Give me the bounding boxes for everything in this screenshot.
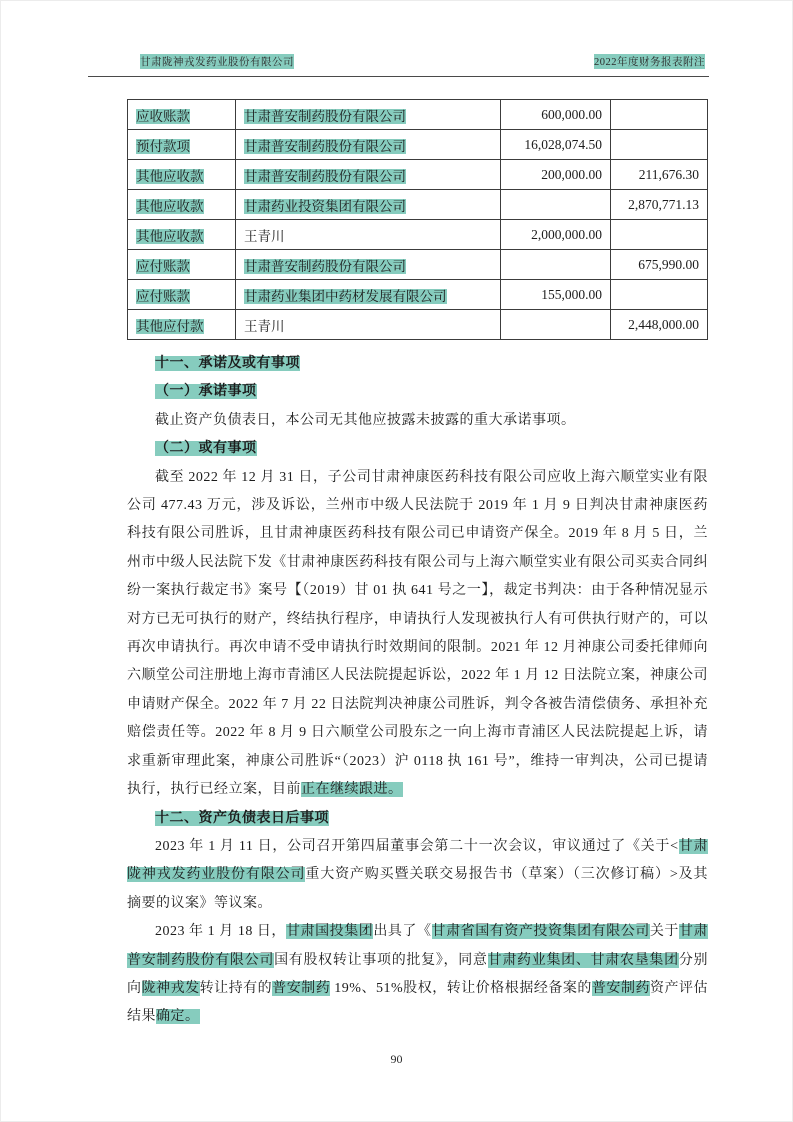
text-segment: 出具了《 <box>373 924 432 940</box>
table-cell <box>128 190 236 220</box>
table-cell <box>611 310 708 340</box>
table-cell <box>611 220 708 250</box>
highlighted-text: 甘肃药业集团中药材发展有限公司 <box>244 288 447 304</box>
table-cell <box>501 220 611 250</box>
text-segment: 重大资产购买暨关联交易报告书（草案）（三次修订稿）>及其摘要的议案》等议案。 <box>127 867 708 911</box>
text-segment: 国有股权转让事项的批复》，同意 <box>274 952 488 968</box>
paragraph <box>127 918 708 1032</box>
related-party-balances-table <box>127 99 708 340</box>
highlighted-text: 应收账款 <box>136 108 190 124</box>
table-cell <box>128 220 236 250</box>
table-row <box>128 280 708 310</box>
highlighted-text: 甘肃药业投资集团有限公司 <box>244 198 406 214</box>
table-row <box>128 250 708 280</box>
highlighted-text: 预付款项 <box>136 138 190 154</box>
section-heading <box>127 805 708 833</box>
table-cell <box>236 130 501 160</box>
text-segment: 2,000,000.00 <box>531 226 602 242</box>
table-cell <box>501 280 611 310</box>
table-cell <box>236 250 501 280</box>
table-cell <box>611 100 708 130</box>
header-divider <box>88 76 709 77</box>
highlighted-text: 甘肃普安制药股份有限公司 <box>244 138 406 154</box>
text-segment: 转让持有的 <box>199 980 273 996</box>
table-row <box>128 190 708 220</box>
highlighted-text: 确定。 <box>156 1009 200 1025</box>
table-cell <box>501 100 611 130</box>
text-segment: 王青川 <box>244 318 285 334</box>
text-segment: 19%、51%股权，转让价格根据经备案的 <box>330 980 592 996</box>
text-segment: 分别向 <box>127 952 709 996</box>
header-company-name: 甘肃陇神戎发药业股份有限公司 <box>140 54 294 69</box>
highlighted-text: 甘肃普安制药股份有限公司 <box>244 108 406 124</box>
table-cell <box>128 250 236 280</box>
paragraph <box>127 833 708 918</box>
table-cell <box>501 190 611 220</box>
highlighted-text: 甘肃国投集团 <box>286 924 374 940</box>
table-cell <box>128 130 236 160</box>
text-segment: 200,000.00 <box>541 166 602 182</box>
highlighted-text: 普安制药 <box>272 980 331 996</box>
highlighted-text: 应付账款 <box>136 288 190 304</box>
text-segment: 截至 2022 年 12 月 31 日，子公司甘肃神康医药科技有限公司应收上海六顺堂实业有限公司 477.43 万元，涉及诉讼，兰州市中级人民法院于 2019 年 1 月 9 日判决甘肃神康医药科技有限公司胜诉，且甘肃神康医药科技有限公司已申请资产保全。2019 年 8 月 5 日，兰州市中级人民法院下发《甘肃神康医药科技有限公司与上海六顺堂实业有限公司买卖合同纠纷一案执行裁定书》案号【（2019）甘 01 执 641 号之一】，裁定书判决：由于各种情况显示对方已无可执行的财产，终结执行程序，申请执行人发现被执行人有可供执行财产的，可以再次申请执行。再次申请不受申请执行时效期间的限制。2021 年 12 月神康公司委托律师向六顺堂公司注册地上海市青浦区人民法院提起诉讼，2022 年 1 月 12 日法院立案，神康公司申请财产保全。2022 年 7 月 22 日法院判决神康公司胜诉，判令各被告清偿债务、承担补充赔偿责任等。2022 年 8 月 9 日六顺堂公司股东之一向上海市青浦区人民法院提起上诉，请求重新审理此案，神康公司胜诉“（2023）沪 0118 执 161 号”，维持一审判决，公司已提请执行，执行已经立案，目前 <box>127 469 708 798</box>
page-footer <box>0 1052 793 1067</box>
highlighted-text: 甘肃普安制药股份有限公司 <box>127 924 709 968</box>
table-cell <box>236 190 501 220</box>
text-segment: 王青川 <box>244 228 285 244</box>
highlighted-text: 甘肃陇神戎发药业股份有限公司 <box>127 838 709 883</box>
highlighted-text: 甘肃省国有资产投资集团有限公司 <box>431 924 650 940</box>
text-segment: 600,000.00 <box>541 106 602 122</box>
highlighted-text: 甘肃普安制药股份有限公司 <box>244 258 406 274</box>
table-cell <box>236 220 501 250</box>
highlighted-text: 陇神戎发 <box>141 980 200 996</box>
highlighted-text: 其他应收款 <box>136 228 204 244</box>
highlighted-text: 甘肃药业集团、甘肃农垦集团 <box>487 952 679 968</box>
text-segment: 资产评估结果 <box>127 980 709 1025</box>
highlighted-text: （一）承诺事项 <box>155 384 257 400</box>
highlighted-text: 其他应收款 <box>136 198 204 214</box>
table-cell <box>236 160 501 190</box>
text-segment: 2,448,000.00 <box>628 316 699 332</box>
table-cell <box>611 250 708 280</box>
table-cell <box>501 310 611 340</box>
table-cell <box>501 160 611 190</box>
table-cell <box>501 250 611 280</box>
highlighted-text: （二）或有事项 <box>155 441 257 457</box>
table-row <box>128 310 708 340</box>
section-heading <box>127 378 708 406</box>
section-heading <box>127 435 708 463</box>
highlighted-text: 其他应付款 <box>136 318 204 334</box>
document-body <box>127 350 708 1032</box>
text-segment: 16,028,074.50 <box>524 136 602 152</box>
table-row <box>128 220 708 250</box>
table-cell <box>128 100 236 130</box>
table-cell <box>611 160 708 190</box>
text-segment: 关于 <box>649 924 679 940</box>
highlighted-text: 十一、承诺及或有事项 <box>155 356 300 371</box>
table-row <box>128 160 708 190</box>
table-row <box>128 130 708 160</box>
table-cell <box>611 190 708 220</box>
highlighted-text: 应付账款 <box>136 258 190 274</box>
text-segment: 211,676.30 <box>638 166 699 182</box>
highlighted-text: 正在继续跟进。 <box>301 782 403 798</box>
text-segment: 675,990.00 <box>638 256 699 272</box>
text-segment: 2023 年 1 月 11 日，公司召开第四届董事会第二十一次会议，审议通过了《关于< <box>155 838 679 854</box>
highlighted-text: 甘肃普安制药股份有限公司 <box>244 168 406 184</box>
table-cell <box>236 280 501 310</box>
document-header <box>140 54 705 69</box>
paragraph <box>127 464 708 805</box>
text-segment: 2,870,771.13 <box>628 196 699 212</box>
table-cell <box>128 280 236 310</box>
table-cell <box>236 310 501 340</box>
text-segment: 截止资产负债表日，本公司无其他应披露未披露的重大承诺事项。 <box>155 412 576 428</box>
section-heading <box>127 350 708 378</box>
table-cell <box>128 310 236 340</box>
page-number: 90 <box>390 1052 403 1066</box>
text-segment: 2023 年 1 月 18 日， <box>155 924 286 940</box>
table-row <box>128 100 708 130</box>
table-cell <box>236 100 501 130</box>
header-report-title: 2022年度财务报表附注 <box>594 54 705 69</box>
table-cell <box>128 160 236 190</box>
text-segment: 155,000.00 <box>541 286 602 302</box>
highlighted-text: 十二、资产负债表日后事项 <box>155 810 329 826</box>
paragraph <box>127 407 708 435</box>
highlighted-text: 普安制药 <box>591 980 650 996</box>
table-cell <box>501 130 611 160</box>
table-cell <box>611 130 708 160</box>
highlighted-text: 其他应收款 <box>136 168 204 184</box>
table-cell <box>611 280 708 310</box>
